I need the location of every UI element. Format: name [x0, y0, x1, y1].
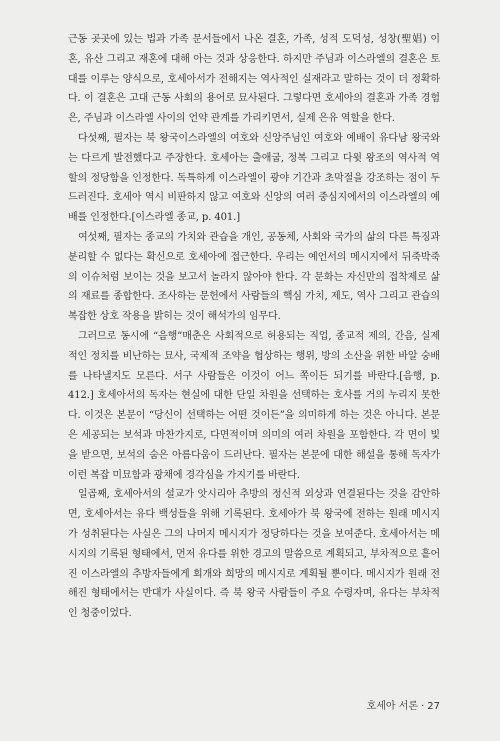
page-number: 27 — [427, 701, 440, 712]
running-title: 호세아 서론 — [366, 701, 419, 712]
paragraph: 여섯째, 필자는 종교의 가치와 관습을 개인, 공동체, 사회와 국가의 삶의 다른 특징과 분리할 수 없다는 확신으로 호세아에 접근한다. 우리는 예언서의 메시지에서 뒤죽박죽의 이슈처럼 보이는 것을 보고서 놀라지 않아야 한다. 각 문화는 자신만의 접착제로 삶의 재료를 종합한다. 조사하는 문헌에서 사람들의 핵심 가치, 제도, 역사 그리고 관습의 복잡한 상호 작용을 밝히는 것이 해석가의 임무다. — [68, 231, 440, 323]
paragraph: 일곱째, 호세아서의 설교가 앗시리아 추방의 정신적 외상과 연결된다는 것을 감안하면, 호세아서는 유다 백성들을 위해 기록된다. 호세아가 북 왕국에 전하는 원래 메시지가 성취된다는 사실은 그의 나머지 메시지가 정당하다는 것을 보여준다. 호세아서는 메시지의 기록된 형태에서, 먼저 유다를 위한 경고의 말씀으로 계획되고, 부차적으로 흩어진 이스라엘의 추방자들에게 회개와 희망의 메시지로 계획될 뿐이다. 메시지가 원래 전해진 형태에서는 반대가 사실이다. 즉 북 왕국 사람들이 주요 수령자며, 유다는 부차적인 청중이었다. — [68, 489, 440, 620]
page-footer — [367, 697, 440, 712]
separator: · — [421, 701, 425, 712]
paragraph: 그러므로 동시에 “음행”매춘은 사회적으로 허용되는 직업, 종교적 제의, 간음, 실제적인 정치를 비난하는 묘사, 국제적 조약을 협상하는 행위, 방의 소산을 위한 바알 숭배를 나타낼지도 모른다. 서구 사람들은 이것이 어느 쪽이든 되기를 바란다.[음행, p. 412.] 호세아서의 독자는 현실에 대한 단일 차원을 선택하는 호사를 거의 누리지 못한다. 이것은 본문이 “당신이 선택하는 어떤 것이든”을 의미하게 하는 것은 아니다. 본문은 세공되는 보석과 마찬가지로, 다면적이며 의미의 여러 차원을 포함한다. 각 면이 빛을 받으면, 보석의 숨은 아름다움이 드러난다. 필자는 본문에 대한 해설을 통해 독자가 이런 복잡 미묘함과 광채에 경각심을 가지기를 바란다. — [68, 330, 440, 481]
body-text — [68, 30, 440, 624]
paragraph: 근동 곳곳에 있는 법과 가족 문서들에서 나온 결혼, 가족, 성적 도덕성, 성창(聖娼) 이혼, 유산 그리고 재혼에 대해 아는 것과 상응한다. 하지만 주님과 이스라엘의 결혼은 토대를 이루는 양식으로, 호세아서가 전해지는 역사적인 실재라고 말하는 것이 더 정확하다. 이 결혼은 고대 근동 사회의 용어로 묘사된다. 그렇다면 호세아의 결혼과 가족 경험은, 주님과 이스라엘 사이의 언약 관계를 가리키면서, 실제 은유 역할을 한다. — [68, 34, 440, 125]
paragraph: 다섯째, 필자는 북 왕국이스라엘의 여호와 신앙주님인 여호와 예배이 유다남 왕국와는 다르게 발전했다고 주장한다. 호세아는 출애굽, 정복 그리고 다윗 왕조의 역사적 역할의 정당함을 인정한다. 독특하게 이스라엘이 광야 기간과 초막절을 강조하는 점이 두드러진다. 호세아 역시 비판하지 않고 여호와 신앙의 여러 중심지에서의 이스라엘의 예배를 인정한다.[이스라엘 종교, p. 401.] — [68, 132, 440, 224]
